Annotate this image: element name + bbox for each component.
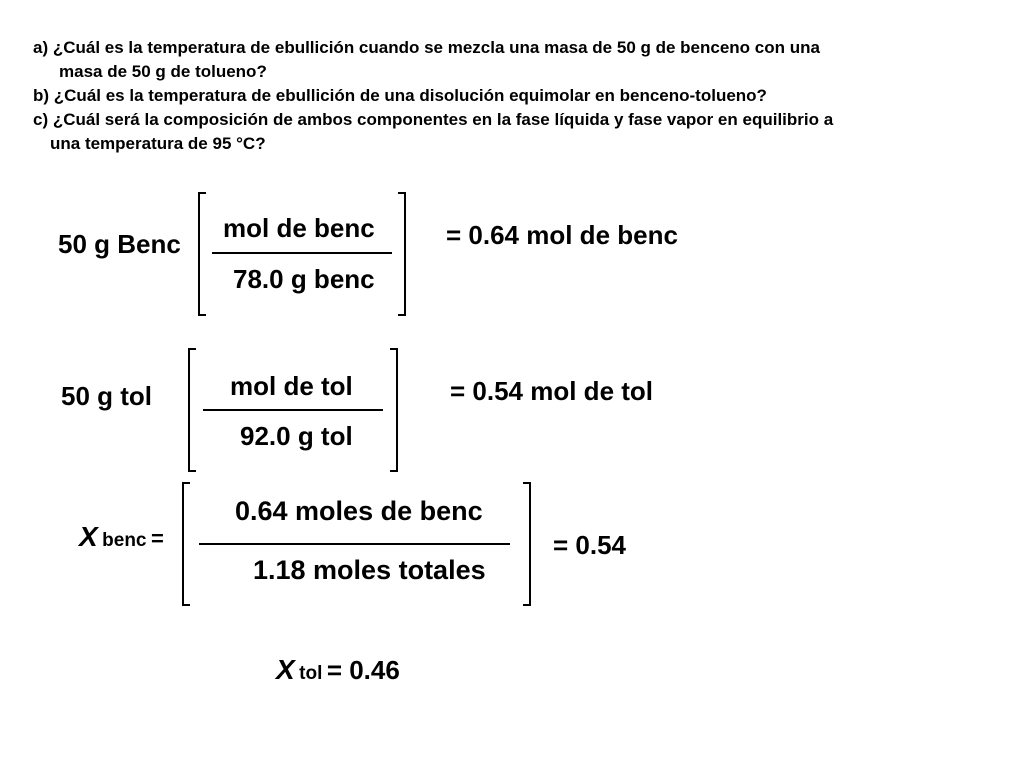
fraction-bar xyxy=(203,409,383,411)
question-c-line2: una temperatura de 95 °C? xyxy=(50,134,266,153)
question-b: b) ¿Cuál es la temperatura de ebullición de una disolución equimolar en benceno-tolueno? xyxy=(33,86,767,105)
toluene-denominator: 92.0 g tol xyxy=(240,421,353,451)
fraction-bar xyxy=(212,252,392,254)
mole-fraction-symbol: X xyxy=(79,521,98,552)
mole-fraction-benzene-result: = 0.54 xyxy=(553,530,627,560)
mole-fraction-benzene-denominator: 1.18 moles totales xyxy=(253,555,486,585)
mole-fraction-toluene-result: = 0.46 xyxy=(326,655,400,685)
benzene-given-mass: 50 g Benc xyxy=(58,229,181,259)
mole-fraction-benzene-numerator: 0.64 moles de benc xyxy=(235,496,483,526)
mole-fraction-subscript: tol xyxy=(299,663,323,684)
right-bracket xyxy=(522,482,532,606)
mole-fraction-toluene xyxy=(276,654,400,686)
question-a-line1: a) ¿Cuál es la temperatura de ebullición cuando se mezcla una masa de 50 g de benceno con una xyxy=(33,38,820,57)
left-bracket xyxy=(188,348,198,472)
mole-fraction-symbol: X xyxy=(276,654,295,685)
toluene-result: = 0.54 mol de tol xyxy=(450,376,654,406)
toluene-given-mass: 50 g tol xyxy=(61,381,153,411)
question-c-line1: c) ¿Cuál será la composición de ambos componentes en la fase líquida y fase vapor en equilibrio a xyxy=(33,110,834,129)
left-bracket xyxy=(182,482,192,606)
fraction-bar xyxy=(199,543,510,545)
benzene-result: = 0.64 mol de benc xyxy=(446,220,678,250)
benzene-numerator: mol de benc xyxy=(223,213,375,243)
right-bracket xyxy=(389,348,399,472)
question-a-line2: masa de 50 g de tolueno? xyxy=(59,62,267,81)
mole-fraction-subscript: benc xyxy=(102,530,147,551)
mole-fraction-benzene-label xyxy=(79,521,164,553)
right-bracket xyxy=(397,192,407,316)
toluene-numerator: mol de tol xyxy=(230,371,353,401)
equals-sign: = xyxy=(150,526,164,551)
left-bracket xyxy=(198,192,208,316)
benzene-denominator: 78.0 g benc xyxy=(233,264,375,294)
